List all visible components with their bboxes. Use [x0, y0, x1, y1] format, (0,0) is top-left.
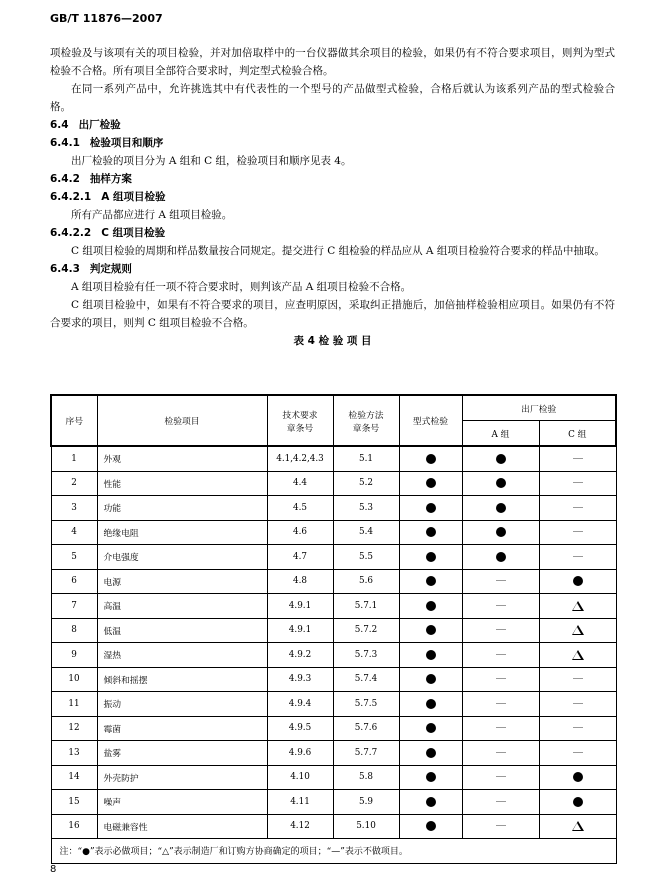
section-title: C 组项目检验 — [101, 227, 166, 239]
paragraph: 在同一系列产品中，允许挑选其中有代表性的一个型号的产品做型式检验，合格后就认为该系列产品的型式检验合格。 — [50, 83, 615, 113]
section-number: 6.4.1 — [50, 137, 80, 149]
required-mark-icon — [426, 674, 436, 684]
cell-method: 5.7.3 — [333, 643, 399, 668]
cell-method: 5.7.4 — [333, 667, 399, 692]
header-factory: 出厂检验 — [462, 395, 616, 421]
table-row — [51, 446, 616, 471]
table-row — [51, 765, 616, 790]
cell-group-a — [462, 692, 539, 717]
cell-method: 5.5 — [333, 545, 399, 570]
header-item: 检验项目 — [97, 395, 267, 446]
cell-seq: 13 — [51, 741, 97, 766]
cell-item: 盐雾 — [97, 741, 267, 766]
required-mark-icon — [426, 699, 436, 709]
not-applicable-mark-icon — [573, 727, 583, 728]
cell-tech-req: 4.5 — [267, 496, 333, 521]
cell-group-a — [462, 569, 539, 594]
cell-group-a — [462, 446, 539, 471]
cell-type-test — [399, 667, 462, 692]
cell-seq: 1 — [51, 446, 97, 471]
cell-item: 噪声 — [97, 790, 267, 815]
not-applicable-mark-icon — [496, 776, 506, 777]
section-title: 判定规则 — [89, 263, 132, 275]
cell-tech-req: 4.9.3 — [267, 667, 333, 692]
section-heading — [50, 260, 615, 278]
required-mark-icon — [426, 650, 436, 660]
section-heading — [50, 116, 615, 134]
not-applicable-mark-icon — [496, 605, 506, 606]
cell-item: 低温 — [97, 618, 267, 643]
table-row — [51, 520, 616, 545]
cell-tech-req: 4.12 — [267, 814, 333, 839]
not-applicable-mark-icon — [496, 703, 506, 704]
required-mark-icon — [573, 576, 583, 586]
section-heading — [50, 188, 615, 206]
table-note: 注：“●”表示必做项目；“△”表示制造厂和订购方协商确定的项目；“—”表示不做项目。 — [51, 839, 616, 864]
cell-tech-req: 4.9.1 — [267, 618, 333, 643]
cell-group-c — [539, 692, 616, 717]
cell-seq: 11 — [51, 692, 97, 717]
required-mark-icon — [573, 797, 583, 807]
table-row — [51, 667, 616, 692]
section-number: 6.4.3 — [50, 263, 80, 275]
cell-group-c — [539, 471, 616, 496]
required-mark-icon — [426, 772, 436, 782]
paragraph: C 组项目检验的周期和样品数量按合同规定。提交进行 C 组检验的样品应从 A 组项目检验符合要求的样品中抽取。 — [71, 245, 605, 257]
header-tech-req-line1: 技术要求 — [282, 410, 318, 421]
section-number: 6.4 — [50, 119, 69, 131]
cell-type-test — [399, 814, 462, 839]
required-mark-icon — [426, 503, 436, 513]
cell-tech-req: 4.10 — [267, 765, 333, 790]
cell-tech-req: 4.11 — [267, 790, 333, 815]
not-applicable-mark-icon — [496, 727, 506, 728]
table-body — [51, 446, 616, 839]
header-method-line2: 章条号 — [352, 423, 380, 434]
table-row — [51, 643, 616, 668]
header-method-line1: 检验方法 — [348, 410, 384, 421]
required-mark-icon — [496, 552, 506, 562]
cell-type-test — [399, 545, 462, 570]
table-row — [51, 545, 616, 570]
required-mark-icon — [496, 478, 506, 488]
not-applicable-mark-icon — [573, 482, 583, 483]
cell-seq: 5 — [51, 545, 97, 570]
section-title: A 组项目检验 — [101, 191, 166, 203]
negotiated-mark-icon — [572, 625, 584, 635]
negotiated-mark-icon — [572, 650, 584, 660]
required-mark-icon — [496, 527, 506, 537]
cell-method: 5.4 — [333, 520, 399, 545]
required-mark-icon — [426, 625, 436, 635]
table-row — [51, 594, 616, 619]
cell-type-test — [399, 496, 462, 521]
cell-seq: 4 — [51, 520, 97, 545]
cell-method: 5.7.5 — [333, 692, 399, 717]
header-method — [333, 395, 399, 446]
standard-code: GB/T 11876—2007 — [50, 12, 163, 25]
cell-group-c — [539, 741, 616, 766]
cell-seq: 16 — [51, 814, 97, 839]
cell-type-test — [399, 643, 462, 668]
header-tech-req-line2: 章条号 — [286, 423, 314, 434]
cell-tech-req: 4.1,4.2,4.3 — [267, 446, 333, 471]
section-title: 出厂检验 — [78, 119, 121, 131]
header-tech-req — [267, 395, 333, 446]
cell-method: 5.1 — [333, 446, 399, 471]
cell-group-c — [539, 496, 616, 521]
cell-group-a — [462, 520, 539, 545]
cell-type-test — [399, 790, 462, 815]
cell-item: 电源 — [97, 569, 267, 594]
cell-method: 5.3 — [333, 496, 399, 521]
paragraph: C 组项目检验中，如果有不符合要求的项目，应查明原因，采取纠正措施后，加倍抽样检验相应项目。如果仍有不符合要求的项目，则判 C 组项目检验不合格。 — [50, 299, 615, 329]
cell-method: 5.9 — [333, 790, 399, 815]
cell-method: 5.10 — [333, 814, 399, 839]
not-applicable-mark-icon — [496, 801, 506, 802]
cell-method: 5.2 — [333, 471, 399, 496]
not-applicable-mark-icon — [573, 752, 583, 753]
cell-item: 介电强度 — [97, 545, 267, 570]
required-mark-icon — [426, 576, 436, 586]
required-mark-icon — [426, 797, 436, 807]
cell-type-test — [399, 716, 462, 741]
paragraph: A 组项目检验有任一项不符合要求时，则判该产品 A 组项目检验不合格。 — [71, 281, 412, 293]
table-row — [51, 692, 616, 717]
cell-type-test — [399, 765, 462, 790]
header-seq: 序号 — [51, 395, 97, 446]
negotiated-mark-icon — [572, 821, 584, 831]
section-number: 6.4.2.2 — [50, 227, 92, 239]
cell-group-a — [462, 496, 539, 521]
cell-group-a — [462, 618, 539, 643]
cell-item: 湿热 — [97, 643, 267, 668]
cell-tech-req: 4.9.6 — [267, 741, 333, 766]
paragraph: 项检验及与该项有关的项目检验，并对加倍取样中的一台仪器做其余项目的检验，如果仍有不符合要求项目，则判为型式检验不合格。所有项目全部符合要求时，判定型式检验合格。 — [50, 47, 615, 77]
required-mark-icon — [426, 723, 436, 733]
cell-type-test — [399, 594, 462, 619]
not-applicable-mark-icon — [573, 556, 583, 557]
cell-method: 5.6 — [333, 569, 399, 594]
cell-group-c — [539, 594, 616, 619]
required-mark-icon — [426, 552, 436, 562]
table-row — [51, 741, 616, 766]
section-heading — [50, 170, 615, 188]
cell-item: 倾斜和摇摆 — [97, 667, 267, 692]
cell-method: 5.7.2 — [333, 618, 399, 643]
cell-seq: 14 — [51, 765, 97, 790]
cell-tech-req: 4.6 — [267, 520, 333, 545]
cell-tech-req: 4.9.1 — [267, 594, 333, 619]
inspection-table — [50, 394, 617, 864]
section-number: 6.4.2 — [50, 173, 80, 185]
cell-group-c — [539, 520, 616, 545]
cell-seq: 10 — [51, 667, 97, 692]
cell-type-test — [399, 446, 462, 471]
section-title: 抽样方案 — [89, 173, 132, 185]
section-heading — [50, 224, 615, 242]
table-row — [51, 814, 616, 839]
cell-group-c — [539, 618, 616, 643]
header-group-a: A 组 — [462, 421, 539, 447]
cell-seq: 15 — [51, 790, 97, 815]
cell-item: 振动 — [97, 692, 267, 717]
required-mark-icon — [573, 772, 583, 782]
cell-group-a — [462, 790, 539, 815]
cell-group-a — [462, 545, 539, 570]
required-mark-icon — [426, 527, 436, 537]
table-row — [51, 471, 616, 496]
cell-group-a — [462, 471, 539, 496]
cell-item: 高温 — [97, 594, 267, 619]
cell-item: 电磁兼容性 — [97, 814, 267, 839]
cell-group-c — [539, 790, 616, 815]
not-applicable-mark-icon — [573, 507, 583, 508]
paragraph: 所有产品都应进行 A 组项目检验。 — [71, 209, 233, 221]
cell-group-a — [462, 716, 539, 741]
cell-seq: 12 — [51, 716, 97, 741]
not-applicable-mark-icon — [496, 629, 506, 630]
cell-method: 5.7.7 — [333, 741, 399, 766]
section-number: 6.4.2.1 — [50, 191, 92, 203]
cell-group-c — [539, 716, 616, 741]
cell-group-a — [462, 594, 539, 619]
cell-type-test — [399, 618, 462, 643]
cell-seq: 8 — [51, 618, 97, 643]
cell-item: 功能 — [97, 496, 267, 521]
cell-group-c — [539, 569, 616, 594]
not-applicable-mark-icon — [496, 678, 506, 679]
not-applicable-mark-icon — [496, 580, 506, 581]
table-row — [51, 618, 616, 643]
cell-type-test — [399, 569, 462, 594]
section-heading — [50, 134, 615, 152]
cell-seq: 7 — [51, 594, 97, 619]
cell-seq: 2 — [51, 471, 97, 496]
not-applicable-mark-icon — [496, 654, 506, 655]
paragraph: 出厂检验的项目分为 A 组和 C 组，检验项目和顺序见表 4。 — [71, 155, 352, 167]
not-applicable-mark-icon — [573, 678, 583, 679]
required-mark-icon — [426, 601, 436, 611]
table-row — [51, 716, 616, 741]
required-mark-icon — [426, 748, 436, 758]
required-mark-icon — [426, 478, 436, 488]
cell-seq: 3 — [51, 496, 97, 521]
header-type-test: 型式检验 — [399, 395, 462, 446]
not-applicable-mark-icon — [573, 458, 583, 459]
table-row — [51, 496, 616, 521]
cell-group-c — [539, 765, 616, 790]
cell-tech-req: 4.9.2 — [267, 643, 333, 668]
cell-tech-req: 4.7 — [267, 545, 333, 570]
cell-seq: 6 — [51, 569, 97, 594]
cell-item: 霉菌 — [97, 716, 267, 741]
cell-group-c — [539, 545, 616, 570]
not-applicable-mark-icon — [573, 703, 583, 704]
cell-tech-req: 4.4 — [267, 471, 333, 496]
cell-tech-req: 4.8 — [267, 569, 333, 594]
cell-item: 性能 — [97, 471, 267, 496]
cell-type-test — [399, 692, 462, 717]
cell-group-c — [539, 643, 616, 668]
required-mark-icon — [496, 503, 506, 513]
required-mark-icon — [496, 454, 506, 464]
cell-group-c — [539, 814, 616, 839]
section-title: 检验项目和顺序 — [89, 137, 164, 149]
cell-group-c — [539, 446, 616, 471]
cell-item: 绝缘电阻 — [97, 520, 267, 545]
table-row — [51, 790, 616, 815]
document-body — [50, 44, 615, 350]
cell-group-c — [539, 667, 616, 692]
table-row — [51, 569, 616, 594]
negotiated-mark-icon — [572, 601, 584, 611]
cell-group-a — [462, 741, 539, 766]
cell-tech-req: 4.9.4 — [267, 692, 333, 717]
cell-group-a — [462, 643, 539, 668]
table-title: 表 4 检 验 项 目 — [293, 335, 372, 347]
required-mark-icon — [426, 821, 436, 831]
not-applicable-mark-icon — [496, 752, 506, 753]
cell-group-a — [462, 814, 539, 839]
cell-method: 5.7.1 — [333, 594, 399, 619]
page-number: 8 — [50, 864, 57, 875]
cell-type-test — [399, 520, 462, 545]
cell-group-a — [462, 765, 539, 790]
cell-seq: 9 — [51, 643, 97, 668]
required-mark-icon — [426, 454, 436, 464]
not-applicable-mark-icon — [496, 825, 506, 826]
cell-method: 5.7.6 — [333, 716, 399, 741]
cell-group-a — [462, 667, 539, 692]
header-group-c: C 组 — [539, 421, 616, 447]
cell-item: 外观 — [97, 446, 267, 471]
cell-item: 外壳防护 — [97, 765, 267, 790]
cell-tech-req: 4.9.5 — [267, 716, 333, 741]
not-applicable-mark-icon — [573, 531, 583, 532]
cell-type-test — [399, 471, 462, 496]
cell-type-test — [399, 741, 462, 766]
cell-method: 5.8 — [333, 765, 399, 790]
